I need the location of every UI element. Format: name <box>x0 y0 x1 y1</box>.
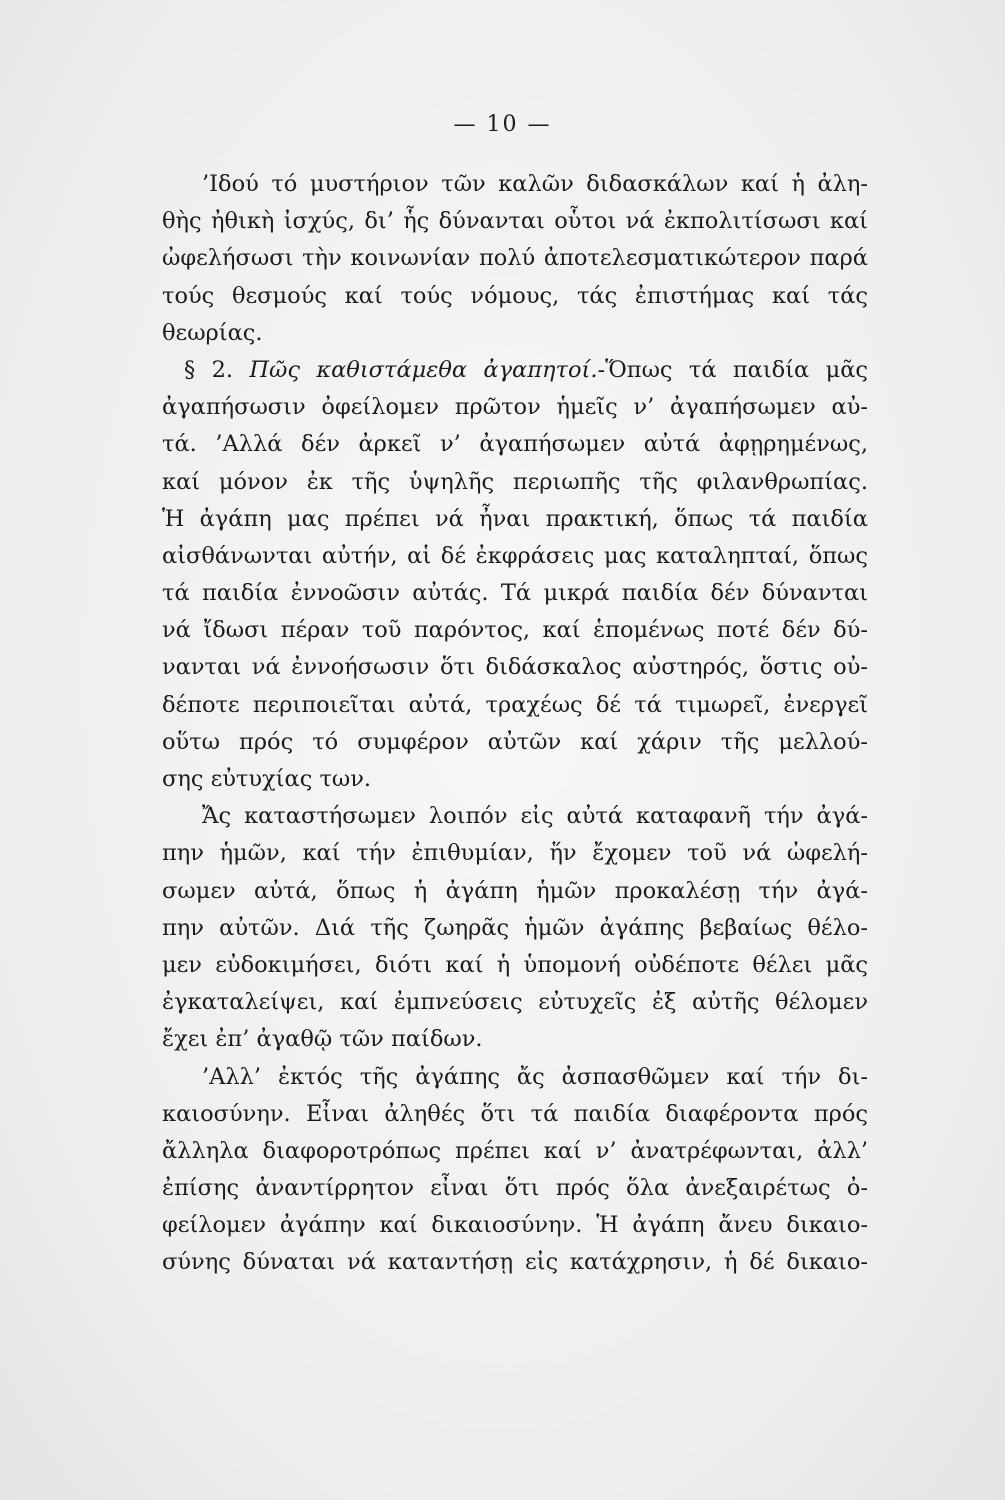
text-line: σωμεν αὐτά, ὅπως ἡ ἀγάπη ἡμῶν προκαλέσῃ τήν ἀγά- <box>162 877 868 904</box>
text-line: ’Ιδού τό μυστήριον τῶν καλῶν διδασκάλων καί ἡ ἀλη- <box>202 171 868 197</box>
text-line: ἐπίσης ἀναντίρρητον εἶναι ὅτι πρός ὅλα ἀνεξαιρέτως ὀ- <box>162 1175 868 1202</box>
text-line: μεν εὐδοκιμήσει, διότι καί ἡ ὑπομονή οὐδέποτε θέλει μᾶς <box>162 951 868 978</box>
text-line: νανται νά ἐννοήσωσιν ὅτι διδάσκαλος αὐστηρός, ὅστις οὐ- <box>162 654 868 681</box>
text-line: φείλομεν ἀγάπην καί δικαιοσύνην. Ἡ ἀγάπη ἄνευ δικαιο- <box>162 1212 868 1239</box>
text-line: πην αὐτῶν. Διά τῆς ζωηρᾶς ἡμῶν ἀγάπης βεβαίως θέλο- <box>162 914 868 941</box>
text-line: ὠφελήσωσι τὴν κοινωνίαν πολύ ἀποτελεσματικώτερον παρά <box>162 245 868 272</box>
body-text <box>162 166 868 1282</box>
text-line: σύνης δύναται νά καταντήσῃ εἰς κατάχρησιν, ἡ δέ δικαιο- <box>162 1249 868 1276</box>
text-line: ἔχει ἐπ’ ἀγαθῷ τῶν παίδων. <box>162 1026 483 1053</box>
text-line: τά παιδία ἐννοῶσιν αὐτάς. Τά μικρά παιδία δέν δύνανται <box>162 580 868 607</box>
text-line: ἄλληλα διαφοροτρόπως πρέπει καί ν’ ἀνατρέφωνται, ἀλλ’ <box>162 1137 868 1164</box>
text-line: θεωρίας. <box>162 319 263 346</box>
text-line: Ἄς καταστήσωμεν λοιπόν εἰς αὐτά καταφανῆ τήν ἀγά- <box>202 803 868 830</box>
text-line: καιοσύνην. Εἶναι ἀληθές ὅτι τά παιδία διαφέροντα πρός <box>162 1100 868 1127</box>
text-line: Ἡ ἀγάπη μας πρέπει νά ἦναι πρακτική, ὅπως τά παιδία <box>162 505 868 532</box>
text-line: σης εὐτυχίας των. <box>162 766 372 792</box>
text-line: οὕτω πρός τό συμφέρον αὐτῶν καί χάριν τῆς μελλού- <box>162 728 868 755</box>
text-line: πην ἡμῶν, καί τήν ἐπιθυμίαν, ἥν ἔχομεν τοῦ νά ὠφελή- <box>162 840 868 867</box>
page-number: — 10 — <box>453 112 552 137</box>
section-heading-line: § 2. Πῶς καθιστάμεθα ἀγαπητοί.-Ὅπως τά παιδία μᾶς <box>184 356 868 383</box>
text-line: καί μόνον ἐκ τῆς ὑψηλῆς περιωπῆς τῆς φιλανθρωπίας. <box>162 468 868 495</box>
text-line: θὴς ἠθικὴ ἰσχύς, δι’ ἧς δύνανται οὗτοι νά ἐκπολιτίσωσι καί <box>162 208 868 235</box>
text-line: νά ἴδωσι πέραν τοῦ παρόντος, καί ἑπομένως ποτέ δέν δύ- <box>162 617 868 644</box>
text-line: ’Αλλ’ ἐκτός τῆς ἀγάπης ἄς ἀσπασθῶμεν καί τήν δι- <box>202 1063 868 1090</box>
text-line: αἰσθάνωνται αὐτήν, αἱ δέ ἐκφράσεις μας καταληπταί, ὅπως <box>162 542 868 569</box>
section-title: Πῶς καθιστάμεθα ἀγαπητοί. <box>249 356 598 383</box>
text-line: ἐγκαταλείψει, καί ἐμπνεύσεις εὐτυχεῖς ἐξ αὐτῆς θέλομεν <box>162 989 868 1016</box>
text-line: τά. ’Αλλά δέν ἀρκεῖ ν’ ἀγαπήσωμεν αὐτά ἀφῃρημένως, <box>162 431 868 458</box>
text-line: τούς θεσμούς καί τούς νόμους, τάς ἐπιστήμας καί τάς <box>162 282 868 309</box>
text-line: δέποτε περιποιεῖται αὐτά, τραχέως δέ τά τιμωρεῖ, ἐνεργεῖ <box>162 691 868 718</box>
text-line: ἀγαπήσωσιν ὀφείλομεν πρῶτον ἡμεῖς ν’ ἀγαπήσωμεν αὐ- <box>162 394 868 421</box>
